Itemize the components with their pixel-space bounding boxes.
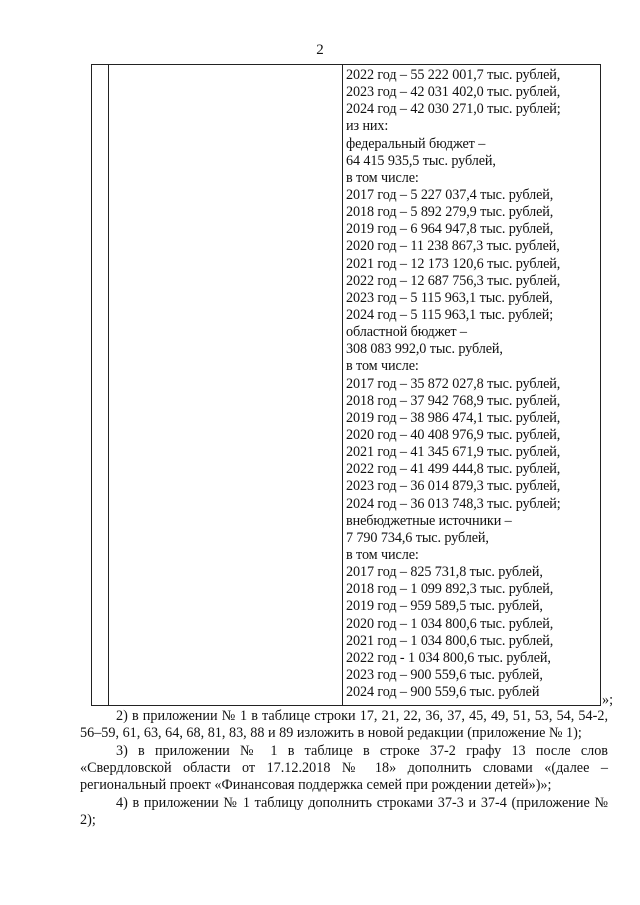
funding-line: в том числе: — [346, 358, 419, 375]
page-number: 2 — [316, 42, 324, 58]
funding-line: областной бюджет – — [346, 324, 467, 341]
amendment-item-2: 2) в приложении № 1 в таблице строки 17, 21, 22, 36, 37, 45, 49, 51, 53, 54, 54-2, 56–59, 61, 63, 64, 68, 81, 83, 88 и 89 изложить в новой редакции (приложение № 1); — [80, 708, 608, 741]
funding-line: 2022 год – 41 499 444,8 тыс. рублей, — [346, 461, 561, 478]
table-column-divider-2 — [342, 65, 343, 705]
amendment-item-3: 3) в приложении № 1 в таблице в строке 37-2 графу 13 после слов «Свердловской области от 17.12.2018 № 18» дополнить словами «(далее – региональный проект «Финансовая поддержка семей при рождении детей»)»; — [80, 743, 608, 793]
funding-line: 2023 год – 36 014 879,3 тыс. рублей, — [346, 478, 561, 495]
funding-line: 2017 год – 35 872 027,8 тыс. рублей, — [346, 375, 561, 392]
funding-line: 7 790 734,6 тыс. рублей, — [346, 529, 489, 546]
funding-line: 2021 год – 41 345 671,9 тыс. рублей, — [346, 444, 561, 461]
funding-line: 2017 год – 825 731,8 тыс. рублей, — [346, 564, 543, 581]
funding-line: 2020 год – 1 034 800,6 тыс. рублей, — [346, 615, 554, 632]
funding-line: 2018 год – 1 099 892,3 тыс. рублей, — [346, 581, 554, 598]
funding-line: 2024 год – 36 013 748,3 тыс. рублей; — [346, 495, 561, 512]
funding-line: 2021 год – 12 173 120,6 тыс. рублей, — [346, 255, 561, 272]
funding-line: 2020 год – 11 238 867,3 тыс. рублей, — [346, 238, 560, 255]
amendment-item-4: 4) в приложении № 1 таблицу дополнить строками 37-3 и 37-4 (приложение № 2); — [80, 795, 608, 828]
funding-line: из них: — [346, 118, 389, 135]
funding-line: 2021 год – 1 034 800,6 тыс. рублей, — [346, 632, 554, 649]
funding-line: 2018 год – 5 892 279,9 тыс. рублей, — [346, 204, 554, 221]
funding-line: 2022 год – 55 222 001,7 тыс. рублей, — [346, 67, 561, 83]
funding-line: 2023 год – 5 115 963,1 тыс. рублей, — [346, 289, 553, 306]
funding-line: 2022 год - 1 034 800,6 тыс. рублей, — [346, 649, 551, 666]
funding-line: 2022 год – 12 687 756,3 тыс. рублей, — [346, 272, 561, 289]
funding-line: 2024 год – 900 559,6 тыс. рублей — [346, 684, 540, 701]
table-column-divider-1 — [108, 65, 109, 705]
funding-line: 2019 год – 38 986 474,1 тыс. рублей, — [346, 409, 561, 426]
funding-line: 2017 год – 5 227 037,4 тыс. рублей, — [346, 186, 554, 203]
funding-line: в том числе: — [346, 546, 419, 563]
funding-line: 2020 год – 40 408 976,9 тыс. рублей, — [346, 426, 561, 443]
funding-line: 2019 год – 6 964 947,8 тыс. рублей, — [346, 221, 554, 238]
closing-quote-mark: »; — [602, 692, 614, 708]
funding-line: в том числе: — [346, 169, 419, 186]
funding-line: 2023 год – 900 559,6 тыс. рублей, — [346, 666, 543, 683]
funding-line: внебюджетные источники – — [346, 512, 512, 529]
funding-line: 308 083 992,0 тыс. рублей, — [346, 341, 503, 358]
funding-table — [91, 64, 601, 706]
funding-line: 2024 год – 42 030 271,0 тыс. рублей; — [346, 101, 561, 118]
funding-line: федеральный бюджет – — [346, 135, 486, 152]
funding-line: 2024 год – 5 115 963,1 тыс. рублей; — [346, 306, 554, 323]
amendment-paragraphs — [80, 708, 608, 830]
funding-line: 2018 год – 37 942 768,9 тыс. рублей, — [346, 392, 561, 409]
funding-line: 2023 год – 42 031 402,0 тыс. рублей, — [346, 84, 561, 101]
funding-line: 2019 год – 959 589,5 тыс. рублей, — [346, 598, 543, 615]
funding-cell — [346, 67, 600, 701]
funding-line: 64 415 935,5 тыс. рублей, — [346, 152, 496, 169]
